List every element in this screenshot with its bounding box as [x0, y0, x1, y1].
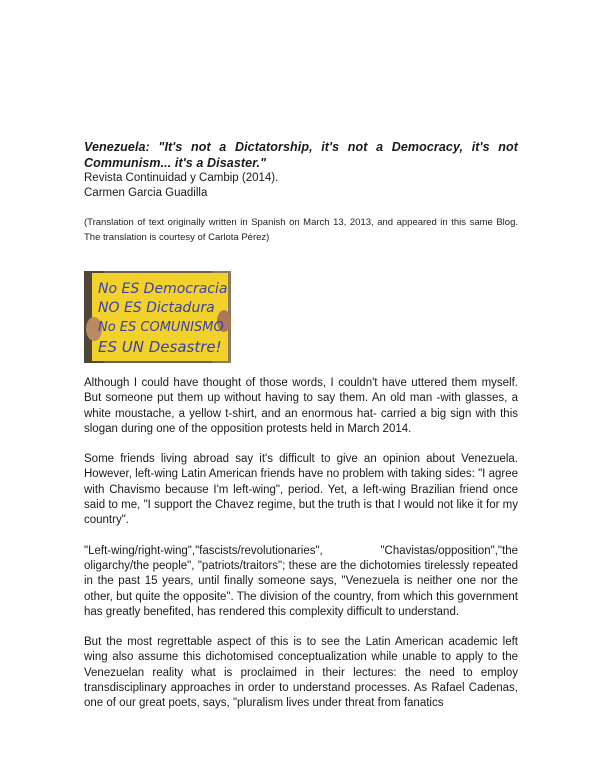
- article-source: Revista Continuidad y Cambip (2014).: [84, 172, 279, 184]
- paragraph-1: Although I could have thought of those words, I couldn't have uttered them myself. But someone put them up without having to say them. An old man -with glasses, a white moustache, a yellow t-shirt, and an enormous hat- carried a big sign with this slogan during one of the opposition protests held in March 2014.: [84, 377, 518, 435]
- sign-line-1: No ES Democracia: [98, 281, 228, 297]
- sign-line-3: No ES COMUNISMO: [98, 320, 224, 335]
- sign-line-4: ES UN Desastre!: [98, 338, 222, 356]
- protest-sign-image: [84, 271, 231, 363]
- article-title: Venezuela: "It's not a Dictatorship, it's not a Democracy, it's not Communism... it's a Disaster.": [84, 140, 518, 170]
- paragraph-3: "Left-wing/right-wing","fascists/revolutionaries", "Chavistas/opposition","the oligarchy/the people", "patriots/traitors"; these are the dichotomies tirelessly repeated in the past 15 years, until finally someone says, "Venezuela is neither one nor the other, but quite the opposite". The division of the country, from which this government has greatly benefited, has rendered this complexity difficult to understand.: [84, 544, 518, 618]
- translation-note: (Translation of text originally written in Spanish on March 13, 2013, and appeared in this same Blog. The translation is courtesy of Carlota Pérez): [84, 217, 518, 243]
- document-page: [84, 139, 518, 712]
- article-author: Carmen Garcia Guadilla: [84, 187, 208, 199]
- paragraph-2: Some friends living abroad say it's difficult to give an opinion about Venezuela. However, left-wing Latin American friends have no problem with taking sides: "I agree with Chavismo because I'm left-wing", period. Yet, a left-wing Brazilian friend once said to me, "I support the Chavez regime, but the truth is that I would not like it for my country".: [84, 453, 518, 527]
- paragraph-4: But the most regrettable aspect of this is to see the Latin American academic left wing also assume this dichotomised conceptualization while unable to apply to the Venezuelan reality what is proclaimed in their lectures: the need to employ transdisciplinary approaches in order to understand processes. As Rafael Cadenas, one of our great poets, says, "pluralism lives under threat from fanatics: [84, 636, 518, 710]
- sign-line-2: NO ES Dictadura: [98, 300, 215, 316]
- article-body: [84, 376, 518, 712]
- protest-sign-photo: [84, 271, 231, 363]
